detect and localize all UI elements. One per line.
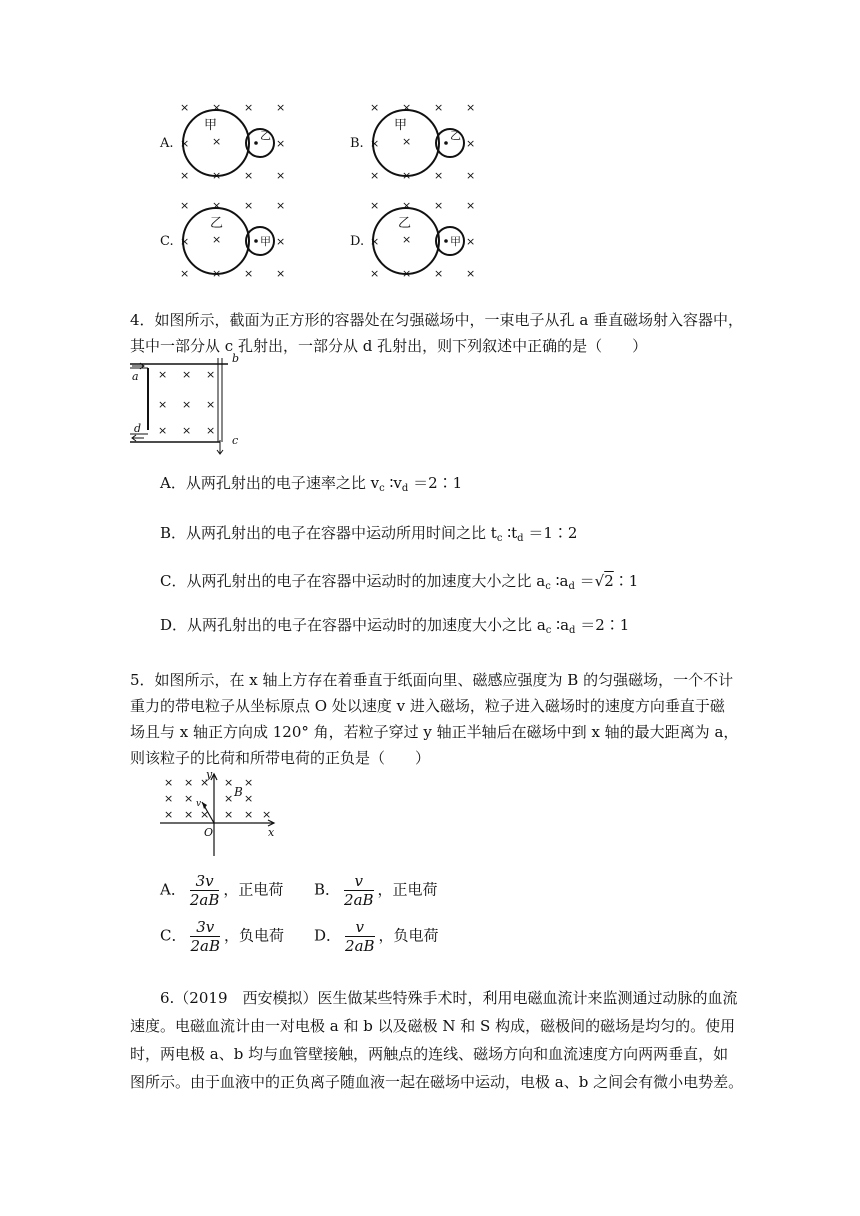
- svg-text:×: ×: [276, 267, 286, 280]
- svg-text:×: ×: [224, 808, 234, 821]
- q3-panel-b: [350, 101, 475, 182]
- svg-text:乙: 乙: [450, 129, 461, 142]
- svg-text:x: x: [268, 826, 275, 839]
- svg-text:×: ×: [180, 169, 190, 182]
- svg-text:×: ×: [180, 101, 190, 114]
- svg-text:×: ×: [180, 267, 190, 280]
- svg-text:×: ×: [466, 267, 476, 280]
- q6-stem-line-4: 图所示。由于血液中的正负离子随血液一起在磁场中运动，电极 a、b 之间会有微小电势差。: [130, 1073, 744, 1091]
- svg-text:×: ×: [206, 424, 216, 437]
- q4-stem-line-1: 4．如图所示，截面为正方形的容器处在匀强磁场中，一束电子从孔 a 垂直磁场射入容器中，: [130, 311, 744, 329]
- svg-text:c: c: [232, 434, 239, 447]
- svg-text:甲: 甲: [204, 118, 218, 133]
- svg-text:×: ×: [434, 267, 444, 280]
- svg-text:×: ×: [212, 199, 222, 212]
- svg-text:×: ×: [262, 808, 272, 821]
- svg-text:×: ×: [184, 808, 194, 821]
- svg-text:×: ×: [276, 101, 286, 114]
- svg-text:×: ×: [182, 398, 192, 411]
- svg-text:×: ×: [466, 169, 476, 182]
- svg-text:×: ×: [402, 135, 412, 148]
- q4-option-a: A．从两孔射出的电子速率之比 $v_c$ $∶v_d$ ＝2∶1: [160, 474, 463, 494]
- svg-text:×: ×: [180, 235, 190, 248]
- svg-text:×: ×: [466, 199, 476, 212]
- svg-text:×: ×: [244, 199, 254, 212]
- svg-text:甲: 甲: [450, 235, 461, 248]
- svg-text:×: ×: [244, 169, 254, 182]
- svg-text:×: ×: [206, 368, 216, 381]
- q5-figure: [158, 768, 282, 858]
- svg-text:×: ×: [402, 169, 412, 182]
- q6-stem-line-1: 6.（2019 西安模拟）医生做某些特殊手术时，利用电磁血流计来监测通过动脉的血流: [160, 989, 738, 1007]
- svg-text:×: ×: [184, 792, 194, 805]
- svg-text:×: ×: [164, 792, 174, 805]
- svg-text:b: b: [232, 352, 240, 365]
- svg-text:×: ×: [212, 101, 222, 114]
- svg-text:×: ×: [370, 267, 380, 280]
- svg-text:×: ×: [224, 792, 234, 805]
- svg-text:×: ×: [434, 101, 444, 114]
- svg-text:×: ×: [466, 235, 476, 248]
- svg-text:×: ×: [182, 424, 192, 437]
- svg-text:×: ×: [434, 169, 444, 182]
- svg-text:×: ×: [206, 398, 216, 411]
- svg-text:乙: 乙: [260, 129, 271, 142]
- svg-text:×: ×: [402, 267, 412, 280]
- svg-text:×: ×: [158, 368, 168, 381]
- q5-stem-line-1: 5．如图所示，在 x 轴上方存在着垂直于纸面向里、磁感应强度为 B 的匀强磁场，一个不计: [130, 671, 734, 689]
- svg-text:×: ×: [276, 137, 286, 150]
- q6-stem-line-3: 时，两电极 a、b 均与血管壁接触，两触点的连线、磁场方向和血流速度方向两两垂直，如: [130, 1045, 729, 1063]
- svg-text:v: v: [196, 799, 202, 809]
- q5-option-c: C． $\frac{3v}{2aB}$ ，负电荷: [160, 918, 285, 955]
- q3-option-c-label: C.: [160, 234, 174, 249]
- svg-text:×: ×: [370, 199, 380, 212]
- svg-text:×: ×: [200, 776, 210, 789]
- q6-stem-line-2: 速度。电磁血流计由一对电极 a 和 b 以及磁极 N 和 S 构成，磁极间的磁场是均匀的。使用: [130, 1017, 736, 1035]
- q3-panel-c: [160, 199, 285, 280]
- q4-stem-line-2: 其中一部分从 c 孔射出，一部分从 d 孔射出，则下列叙述中正确的是（ ）: [130, 337, 648, 355]
- svg-text:×: ×: [244, 267, 254, 280]
- q5-option-a: A． $\frac{3v}{2aB}$ ，正电荷: [160, 872, 284, 909]
- svg-text:×: ×: [466, 101, 476, 114]
- svg-text:×: ×: [276, 199, 286, 212]
- q3-figure: [140, 95, 500, 285]
- svg-text:×: ×: [402, 199, 412, 212]
- svg-text:×: ×: [244, 101, 254, 114]
- svg-text:×: ×: [276, 169, 286, 182]
- svg-text:×: ×: [402, 101, 412, 114]
- q3-panel-a: [159, 101, 285, 182]
- svg-text:×: ×: [370, 169, 380, 182]
- q4-option-d: D．从两孔射出的电子在容器中运动时的加速度大小之比 $a_c$ $∶a_d$ ＝2∶1: [160, 616, 630, 636]
- svg-text:×: ×: [200, 808, 210, 821]
- svg-text:×: ×: [224, 776, 234, 789]
- svg-text:×: ×: [434, 199, 444, 212]
- svg-text:×: ×: [180, 137, 190, 150]
- svg-text:×: ×: [158, 398, 168, 411]
- svg-text:×: ×: [164, 808, 174, 821]
- svg-text:O: O: [204, 826, 214, 839]
- q3-option-d-label: D.: [350, 234, 365, 249]
- svg-text:×: ×: [244, 808, 254, 821]
- q3-option-a-label: A.: [160, 136, 174, 151]
- q4-option-c: C．从两孔射出的电子在容器中运动时的加速度大小之比 $a_c$ $∶a_d$ ＝√2∶1: [160, 572, 639, 592]
- svg-text:y: y: [206, 768, 213, 781]
- svg-text:×: ×: [164, 776, 174, 789]
- q3-panel-d: [350, 199, 475, 280]
- svg-text:×: ×: [158, 424, 168, 437]
- svg-text:乙: 乙: [210, 216, 224, 231]
- svg-text:×: ×: [182, 368, 192, 381]
- svg-text:×: ×: [370, 137, 380, 150]
- svg-text:×: ×: [276, 235, 286, 248]
- q5-stem-line-3: 场且与 x 轴正方向成 120° 角，若粒子穿过 y 轴正半轴后在磁场中到 x 轴的最大距离为 a，: [130, 723, 739, 741]
- svg-text:×: ×: [180, 199, 190, 212]
- svg-text:乙: 乙: [398, 216, 412, 231]
- q5-option-b: B． $\frac{v}{2aB}$ ，正电荷: [314, 872, 438, 909]
- svg-text:a: a: [132, 370, 139, 383]
- q5-stem-line-4: 则该粒子的比荷和所带电荷的正负是（ ）: [130, 749, 431, 767]
- svg-text:甲: 甲: [394, 118, 408, 133]
- svg-text:×: ×: [212, 135, 222, 148]
- q5-option-d: D． $\frac{v}{2aB}$ ，负电荷: [314, 918, 439, 955]
- svg-text:×: ×: [212, 267, 222, 280]
- svg-text:×: ×: [244, 792, 254, 805]
- q3-option-b-label: B.: [350, 136, 364, 151]
- svg-text:×: ×: [466, 137, 476, 150]
- svg-text:甲: 甲: [260, 235, 271, 248]
- svg-text:×: ×: [244, 776, 254, 789]
- svg-text:×: ×: [184, 776, 194, 789]
- svg-text:×: ×: [370, 235, 380, 248]
- svg-text:d: d: [134, 422, 142, 435]
- svg-text:×: ×: [212, 169, 222, 182]
- svg-text:×: ×: [402, 233, 412, 246]
- q4-option-b: B．从两孔射出的电子在容器中运动所用时间之比 $t_c$ $∶t_d$ ＝1∶2: [160, 524, 578, 544]
- q5-stem-line-2: 重力的带电粒子从坐标原点 O 处以速度 v 进入磁场，粒子进入磁场时的速度方向垂直于磁: [130, 697, 725, 715]
- svg-text:×: ×: [212, 233, 222, 246]
- q4-figure: [128, 352, 248, 456]
- svg-text:B: B: [234, 785, 243, 799]
- svg-text:×: ×: [370, 101, 380, 114]
